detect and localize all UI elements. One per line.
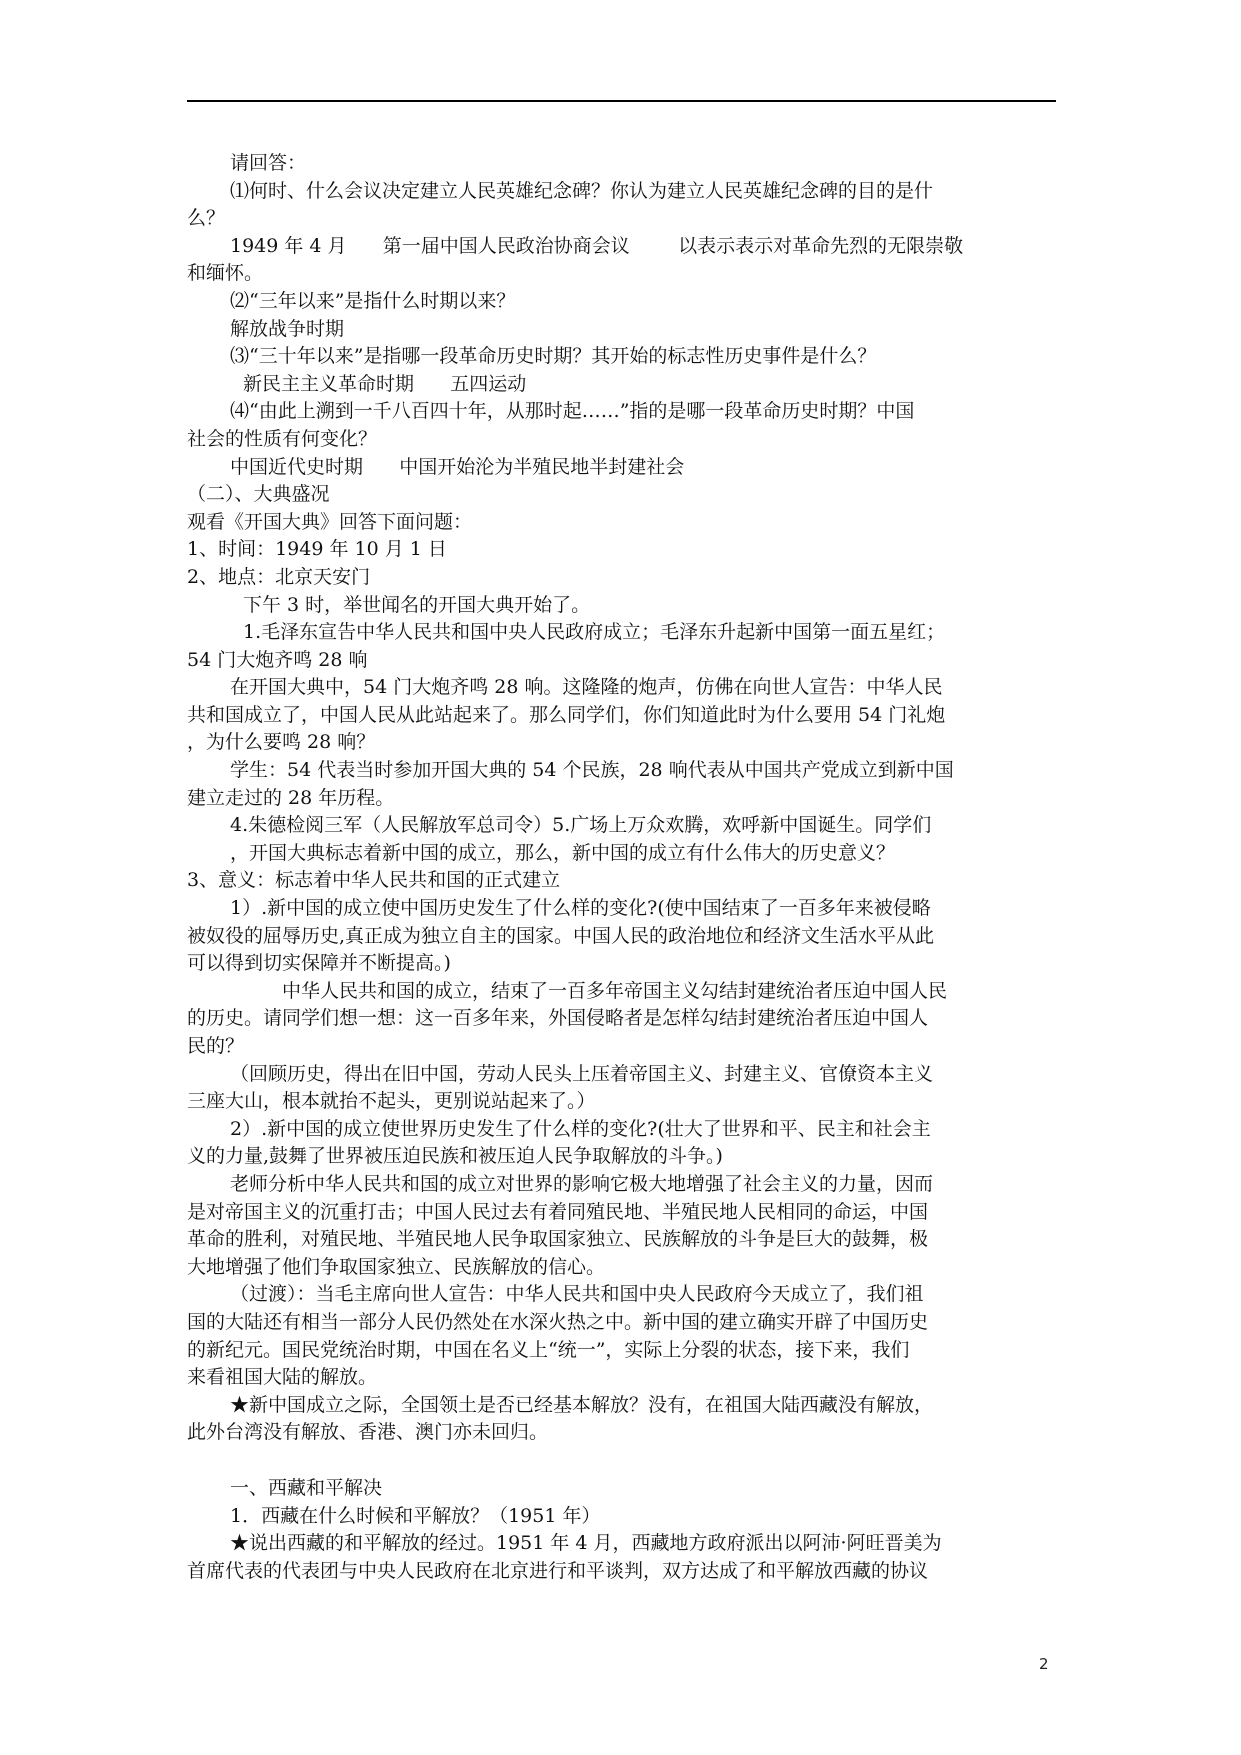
text-line: 来看祖国大陆的解放。 xyxy=(187,1366,378,1389)
text-line: 民的？ xyxy=(187,1035,245,1057)
text-line: 首席代表的代表团与中央人民政府在北京进行和平谈判，双方达成了和平解放西藏的协议 xyxy=(187,1559,929,1582)
text-line: 1949 年 4 月 第一届中国人民政治协商会议 以表示表示对革命先烈的无限崇敬 xyxy=(230,234,964,257)
text-line: 共和国成立了，中国人民从此站起来了。那么同学们，你们知道此时为什么要用 54 门礼炮 xyxy=(187,703,946,726)
text-line: 2、地点：北京天安门 xyxy=(187,565,371,588)
text-line: 大地增强了他们争取国家独立、民族解放的信心。 xyxy=(187,1255,606,1278)
text-line: 的历史。请同学们想一想：这一百多年来，外国侵略者是怎样勾结封建统治者压迫中国人 xyxy=(187,1007,929,1030)
text-line: 1.毛泽东宣告中华人民共和国中央人民政府成立；毛泽东升起新中国第一面五星红； xyxy=(243,621,946,644)
text-line: 中华人民共和国的成立，结束了一百多年帝国主义勾结封建统治者压迫中国人民 xyxy=(282,979,948,1002)
text-line: 义的力量,鼓舞了世界被压迫民族和被压迫人民争取解放的斗争。) xyxy=(187,1145,723,1168)
text-line: （过渡）：当毛主席向世人宣告：中华人民共和国中央人民政府今天成立了，我们祖 xyxy=(230,1283,924,1306)
text-line: 社会的性质有何变化？ xyxy=(187,427,378,450)
text-line: ⑴何时、什么会议决定建立人民英雄纪念碑？你认为建立人民英雄纪念碑的目的是什 xyxy=(230,179,934,202)
text-line: （回顾历史，得出在旧中国，劳动人民头上压着帝国主义、封建主义、官僚资本主义 xyxy=(230,1062,934,1085)
text-line: ，为什么要鸣 28 响？ xyxy=(187,731,376,754)
text-line: 在开国大典中，54 门大炮齐鸣 28 响。这隆隆的炮声，仿佛在向世人宣告：中华人民 xyxy=(230,676,943,699)
text-line: 1．西藏在什么时候和平解放？（1951 年） xyxy=(230,1504,601,1527)
section-heading: 一、西藏和平解决 xyxy=(230,1476,383,1499)
text-line: 是对帝国主义的沉重打击；中国人民过去有着同殖民地、半殖民地人民相同的命运，中国 xyxy=(187,1200,929,1223)
text-line: 2）.新中国的成立使世界历史发生了什么样的变化?(壮大了世界和平、民主和社会主 xyxy=(230,1117,931,1140)
text-line: 1）.新中国的成立使中国历史发生了什么样的变化?(使中国结束了一百多年来被侵略 xyxy=(230,897,931,920)
text-line: 么？ xyxy=(187,207,226,230)
text-line: 中国近代史时期 中国开始沦为半殖民地半封建社会 xyxy=(230,455,685,478)
text-line: 可以得到切实保障并不断提高。) xyxy=(187,952,451,975)
text-line: ，开国大典标志着新中国的成立，那么，新中国的成立有什么伟大的历史意义？ xyxy=(230,841,896,864)
text-line: 观看《开国大典》回答下面问题： xyxy=(187,510,473,533)
text-line: ★新中国成立之际，全国领土是否已经基本解放？没有，在祖国大陆西藏没有解放， xyxy=(230,1393,934,1416)
text-line: 老师分析中华人民共和国的成立对世界的影响它极大地增强了社会主义的力量，因而 xyxy=(230,1172,934,1195)
text-line: 54 门大炮齐鸣 28 响 xyxy=(187,648,368,671)
blank-line xyxy=(187,1447,1056,1475)
header-rule xyxy=(187,100,1056,102)
text-line: 此外台湾没有解放、香港、澳门亦未回归。 xyxy=(187,1421,549,1444)
text-line: 解放战争时期 xyxy=(230,317,345,340)
text-line: 和缅怀。 xyxy=(187,262,264,285)
text-line: ⑶“三十年以来”是指哪一段革命历史时期？其开始的标志性历史事件是什么？ xyxy=(230,345,877,368)
text-line: 3、意义：标志着中华人民共和国的正式建立 xyxy=(187,869,561,892)
text-line: ⑵“三年以来”是指什么时期以来？ xyxy=(230,289,516,312)
section-heading: （二）、大典盛况 xyxy=(187,483,330,506)
text-line: 建立走过的 28 年历程。 xyxy=(187,786,395,809)
text-line: 学生：54 代表当时参加开国大典的 54 个民族，28 响代表从中国共产党成立到新中国 xyxy=(230,759,954,782)
document-body xyxy=(187,150,1056,1585)
text-line: 请回答： xyxy=(230,152,307,174)
text-line: 被奴役的屈辱历史,真正成为独立自主的国家。中国人民的政治地位和经济文生活水平从此 xyxy=(187,924,935,947)
text-line: 4.朱德检阅三军（人民解放军总司令）5.广场上万众欢腾，欢呼新中国诞生。同学们 xyxy=(230,814,932,837)
text-line: 下午 3 时，举世闻名的开国大典开始了。 xyxy=(243,593,591,616)
text-line: 新民主主义革命时期 五四运动 xyxy=(243,372,527,395)
text-line: 1、时间：1949 年 10 月 1 日 xyxy=(187,538,447,561)
text-line: 国的大陆还有相当一部分人民仍然处在水深火热之中。新中国的建立确实开辟了中国历史 xyxy=(187,1310,929,1333)
text-line: 的新纪元。国民党统治时期，中国在名义上“统一”，实际上分裂的状态，接下来，我们 xyxy=(187,1338,910,1361)
text-line: ★说出西藏的和平解放的经过。1951 年 4 月，西藏地方政府派出以阿沛·阿旺晋美为 xyxy=(230,1532,942,1555)
text-line: 三座大山，根本就抬不起头，更别说站起来了。） xyxy=(187,1090,596,1113)
text-line: ⑷“由此上溯到一千八百四十年，从那时起……”指的是哪一段革命历史时期？中国 xyxy=(230,400,915,423)
text-line: 革命的胜利，对殖民地、半殖民地人民争取国家独立、民族解放的斗争是巨大的鼓舞，极 xyxy=(187,1228,929,1251)
page-number: 2 xyxy=(1039,1655,1049,1673)
